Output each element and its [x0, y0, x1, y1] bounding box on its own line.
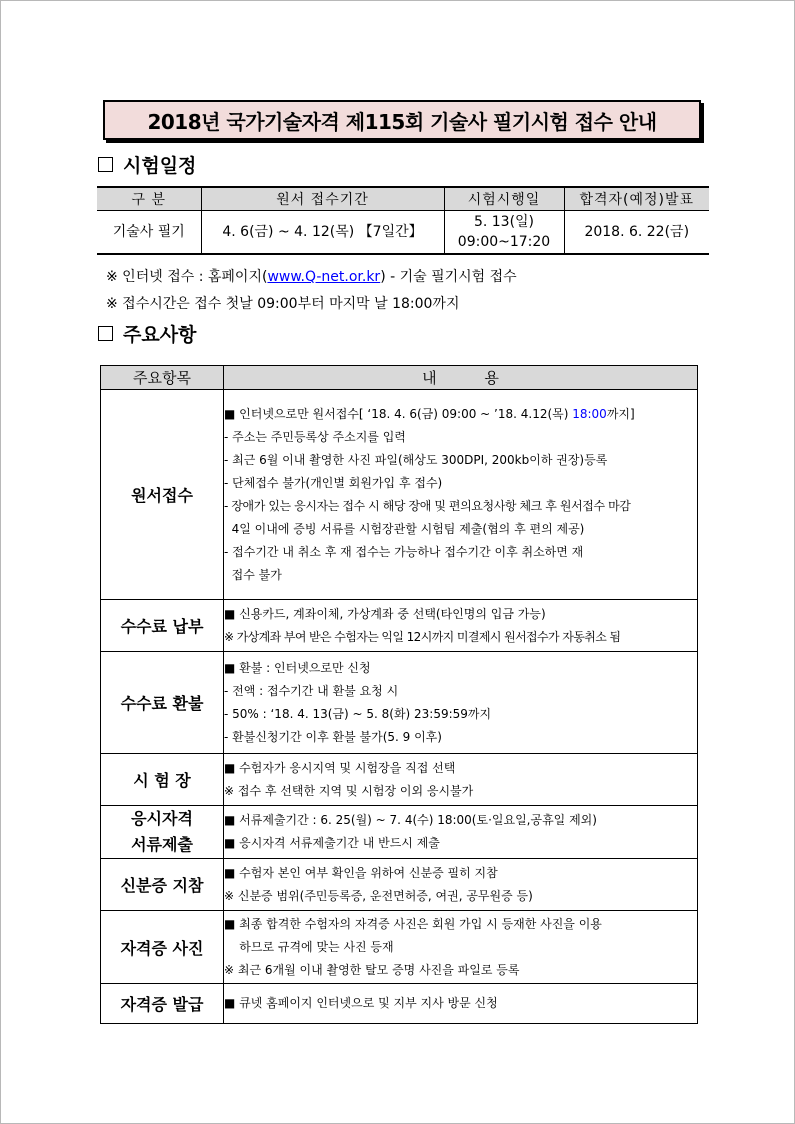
content-text: 까지]: [606, 406, 635, 421]
content-line: - 전액 : 접수기간 내 환불 요청 시: [224, 683, 399, 698]
content-line: ■ 환불 : 인터넷으로만 신청: [224, 660, 371, 675]
row-content-application: [224, 390, 698, 600]
schedule-heading-text: 시험일정: [123, 155, 197, 177]
schedule-row: [97, 211, 709, 255]
square-bullet-icon: [98, 326, 113, 341]
content-line: 4일 이내에 증빙 서류를 시험장관할 시험팀 제출(협의 후 편의 제공): [224, 521, 585, 536]
schedule-announce: 2018. 6. 22(금): [564, 211, 709, 255]
row-item-certificate-photo: 자격증 사진: [101, 911, 224, 984]
row-item-application: 원서접수: [101, 390, 224, 600]
table-row: [101, 859, 698, 911]
note-hours: ※ 접수시간은 접수 첫날 09:00부터 마지막 날 18:00까지: [106, 296, 460, 312]
content-line: ■ 서류제출기간 : 6. 25(월) ~ 7. 4(수) 18:00(토·일요일,공휴일 제외): [224, 813, 597, 827]
table-row: [101, 754, 698, 806]
content-line: ■ 수험자가 응시지역 및 시험장을 직접 선택: [224, 760, 456, 775]
row-item-qualification-docs: [101, 806, 224, 859]
content-text: ■ 인터넷으로만 원서접수[ ‘18. 4. 6(금) 09:00 ~ ’18. 4.12(목): [224, 406, 573, 421]
content-line: ※ 최근 6개월 이내 촬영한 탈모 증명 사진을 파일로 등록: [224, 962, 520, 977]
content-line: ※ 신분증 범위(주민등록증, 운전면허증, 여권, 공무원증 등): [224, 888, 533, 903]
qualification-docs-line1: 응시자격: [131, 809, 193, 828]
note-internet-suffix: ) - 기술 필기시험 접수: [380, 269, 517, 285]
content-line: - 환불신청기간 이후 환불 불가(5. 9 이후): [224, 729, 442, 744]
content-line: ■ 응시자격 서류제출기간 내 반드시 제출: [224, 836, 440, 850]
schedule-period: 4. 6(금) ~ 4. 12(목) 【7일간】: [201, 211, 444, 255]
row-item-fee-payment: 수수료 납부: [101, 600, 224, 652]
square-bullet-icon: [98, 157, 113, 172]
main-header-item: 주요항목: [101, 366, 224, 390]
content-line: ※ 접수 후 선택한 지역 및 시험장 이외 응시불가: [224, 783, 474, 798]
main-header-content: 내 용: [224, 366, 698, 390]
content-line: ■ 신용카드, 계좌이체, 가상계좌 중 선택(타인명의 입금 가능): [224, 606, 546, 621]
schedule-exam-date: 5. 13(일): [473, 214, 535, 230]
content-line: ■ 수험자 본인 여부 확인을 위하여 신분증 필히 지참: [224, 865, 498, 880]
schedule-header-row: [97, 187, 709, 211]
row-item-certificate-issue: 자격증 발급: [101, 984, 224, 1024]
row-content-fee-payment: [224, 600, 698, 652]
row-content-id-card: [224, 859, 698, 911]
row-item-id-card: 신분증 지참: [101, 859, 224, 911]
main-heading-text: 주요사항: [123, 324, 197, 346]
schedule-header-exam-date: 시험시행일: [444, 187, 564, 211]
qualification-docs-line2: 서류제출: [131, 835, 193, 854]
content-line: - 단체접수 불가(개인별 회원가입 후 접수): [224, 475, 443, 490]
content-highlight: 18:00: [572, 406, 607, 421]
table-row: [101, 911, 698, 984]
content-line: - 50% : ‘18. 4. 13(금) ~ 5. 8(화) 23:59:59까지: [224, 706, 492, 721]
row-content-certificate-issue: [224, 984, 698, 1024]
schedule-header-category: 구 분: [97, 187, 201, 211]
main-table: [100, 365, 698, 1024]
row-item-fee-refund: 수수료 환불: [101, 652, 224, 754]
content-line: ■ 큐넷 홈페이지 인터넷으로 및 지부 지사 방문 신청: [224, 996, 498, 1010]
table-row: [101, 806, 698, 859]
row-content-qualification-docs: [224, 806, 698, 859]
main-heading: [98, 320, 196, 347]
schedule-header-period: 원서 접수기간: [201, 187, 444, 211]
content-line: - 최근 6월 이내 촬영한 사진 파일(해상도 300DPI, 200kb이하 권장)등록: [224, 452, 608, 467]
table-row: [101, 600, 698, 652]
main-header-row: [101, 366, 698, 390]
schedule-exam-time: 09:00~17:20: [457, 234, 551, 250]
content-line: ■ 최종 합격한 수험자의 자격증 사진은 회원 가입 시 등재한 사진을 이용: [224, 916, 602, 931]
content-line: [224, 403, 697, 426]
content-line: ※ 가상계좌 부여 받은 수험자는 익일 12시까지 미결제시 원서접수가 자동취소 됨: [224, 629, 621, 644]
document-title: 2018년 국가기술자격 제115회 기술사 필기시험 접수 안내: [103, 100, 701, 140]
content-line: - 접수기간 내 취소 후 재 접수는 가능하나 접수기간 이후 취소하면 재: [224, 544, 584, 559]
schedule-table: [97, 186, 709, 255]
row-content-exam-site: [224, 754, 698, 806]
note-internet: [106, 266, 517, 286]
row-content-fee-refund: [224, 652, 698, 754]
schedule-heading: [98, 151, 196, 178]
table-row: [101, 390, 698, 600]
table-row: [101, 984, 698, 1024]
row-content-certificate-photo: [224, 911, 698, 984]
content-line: - 장애가 있는 응시자는 접수 시 해당 장애 및 편의요청사항 체크 후 원서접수 마감: [224, 498, 631, 513]
schedule-header-announce: 합격자(예정)발표: [564, 187, 709, 211]
schedule-category: 기술사 필기: [97, 211, 201, 255]
row-item-exam-site: 시 험 장: [101, 754, 224, 806]
table-row: [101, 652, 698, 754]
content-line: - 주소는 주민등록상 주소지를 입력: [224, 429, 406, 444]
qnet-link[interactable]: www.Q-net.or.kr: [267, 269, 381, 285]
schedule-exam-datetime: [444, 211, 564, 255]
content-line: 하므로 규격에 맞는 사진 등재: [224, 939, 394, 954]
content-line: 접수 불가: [224, 567, 282, 582]
note-internet-prefix: ※ 인터넷 접수 : 홈페이지(: [106, 269, 268, 285]
